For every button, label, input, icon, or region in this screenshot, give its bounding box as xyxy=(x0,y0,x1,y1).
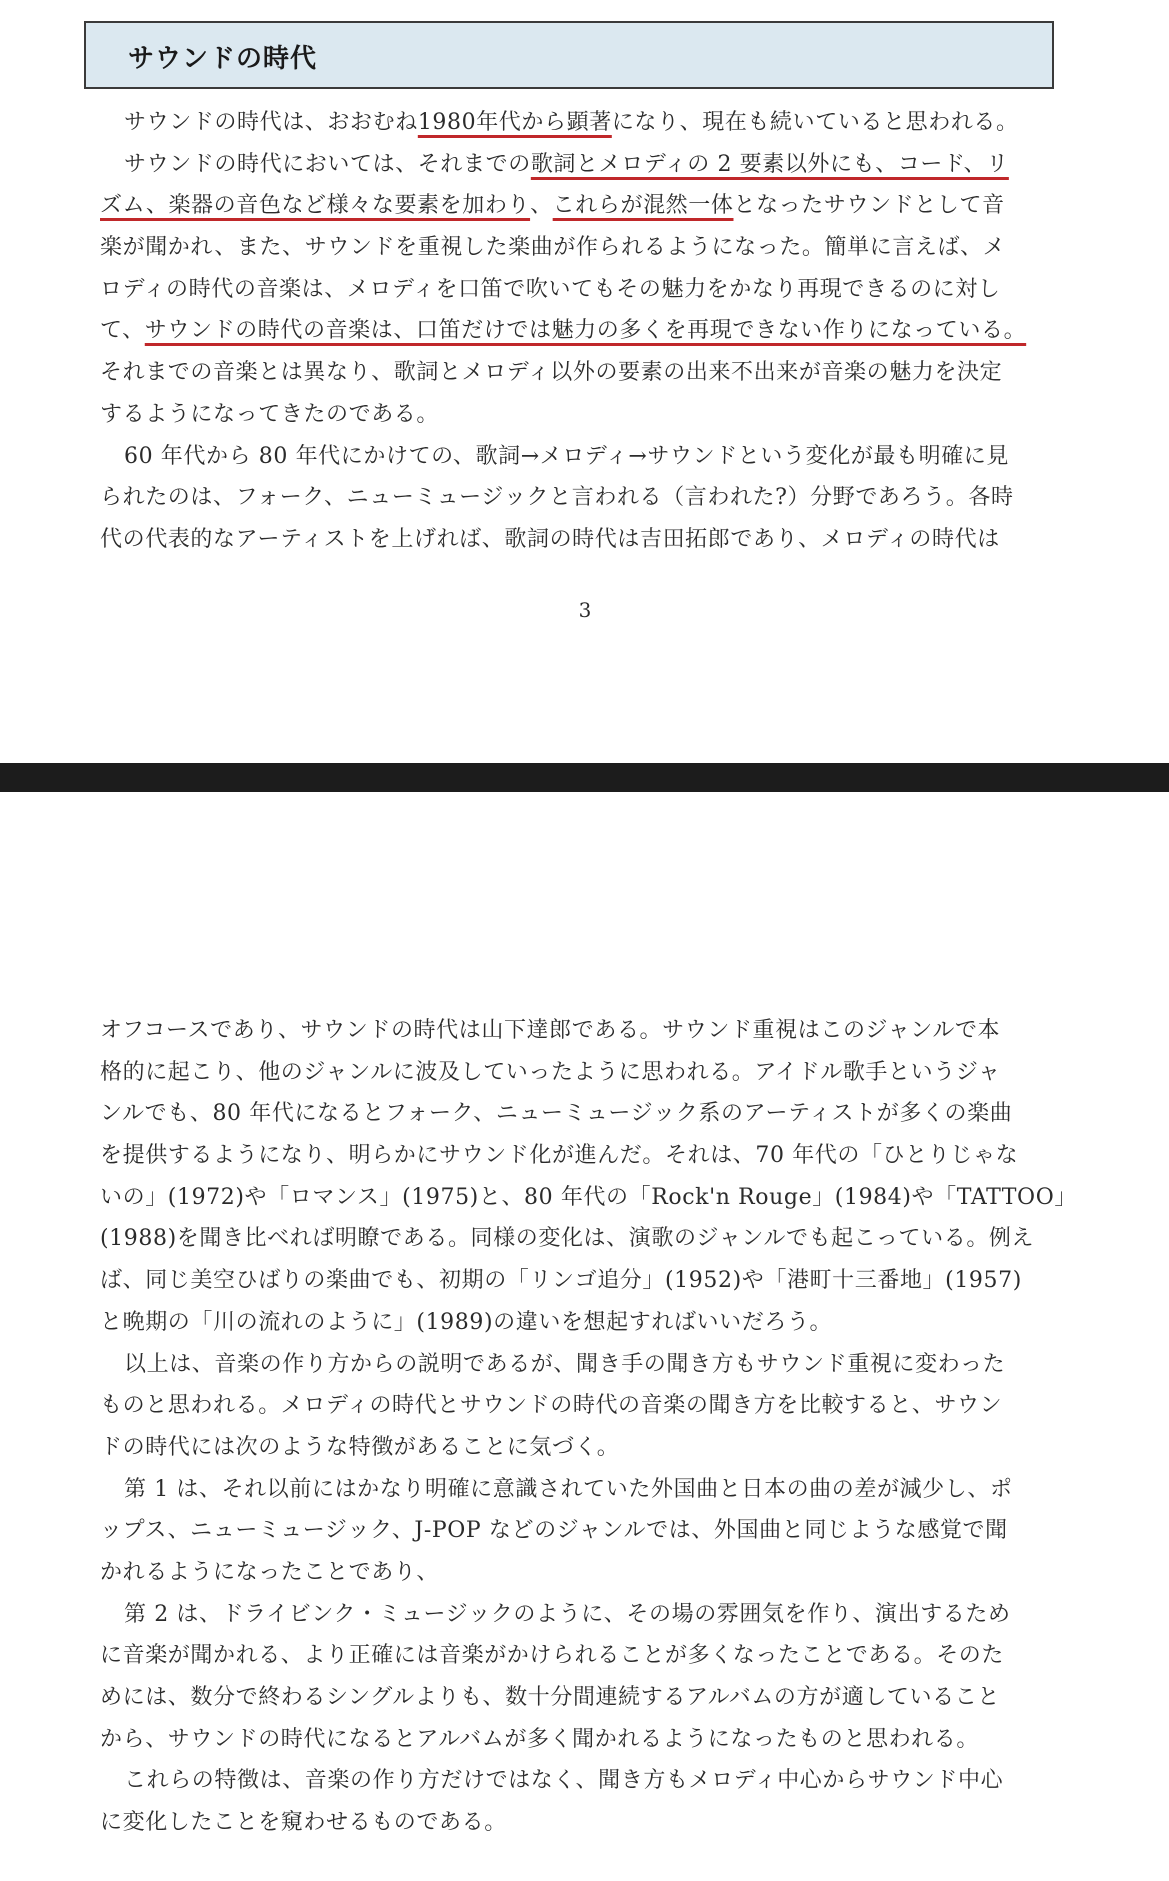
bottom-page-body xyxy=(100,1010,1077,1844)
text-segment: オフコースであり、サウンドの時代は山下達郎である。サウンド重視はこのジャンルで本 xyxy=(100,1018,1001,1043)
text-segment: ロディの時代の音楽は、メロディを口笛で吹いてもその魅力をかなり再現できるのに対し xyxy=(100,276,1001,302)
text-line xyxy=(100,1802,1045,1844)
text-line xyxy=(100,1677,1045,1719)
text-segment: するようになってきたのである。 xyxy=(100,401,440,427)
text-segment: 以上は、音楽の作り方からの説明であるが、聞き手の聞き方もサウンド重視に変わった xyxy=(124,1351,1006,1377)
text-segment: となったサウンドとして音 xyxy=(733,193,1005,219)
text-line xyxy=(100,436,1045,478)
text-segment: 代の代表的なアーティストを上げれば、歌詞の時代は吉田拓郎であり、メロディの時代は xyxy=(100,526,1000,552)
text-line xyxy=(100,1469,1045,1511)
text-segment: これらの特徴は、音楽の作り方だけではなく、聞き方もメロディ中心からサウンド中心 xyxy=(124,1768,1004,1794)
underlined-text: 歌詞とメロディの 2 要素以外にも、コード、リ xyxy=(530,151,1009,177)
text-segment: に変化したことを窺わせるものである。 xyxy=(100,1810,507,1836)
text-segment: 第 2 は、ドライビンク・ミュージックのように、その場の雰囲気を作り、演出するため xyxy=(124,1601,1011,1627)
text-line xyxy=(100,1177,1077,1219)
text-segment: 格的に起こり、他のジャンルに波及していったように思われる。アイドル歌手というジャ xyxy=(100,1059,1001,1085)
text-line xyxy=(100,477,1045,519)
page-divider xyxy=(0,763,1169,792)
text-line xyxy=(100,1427,1045,1469)
text-segment: ものと思われる。メロディの時代とサウンドの時代の音楽の聞き方を比較すると、サウン xyxy=(100,1393,1003,1419)
underlined-text: 1980年代から顕著 xyxy=(417,110,612,135)
underlined-text: サウンドの時代の音楽は、口笛だけでは魅力の多くを再現できない作りになっている。 xyxy=(144,318,1027,344)
text-line xyxy=(100,1260,1045,1302)
text-segment: ドの時代には次のような特徴があることに気づく。 xyxy=(100,1434,620,1460)
text-segment: て、 xyxy=(100,318,145,344)
text-line xyxy=(100,1135,1045,1177)
text-line xyxy=(100,1218,1045,1260)
text-line xyxy=(100,1344,1045,1386)
text-line xyxy=(100,269,1045,311)
text-line xyxy=(100,227,1045,269)
text-line xyxy=(100,1510,1045,1552)
text-line xyxy=(100,352,1045,394)
text-segment: 、 xyxy=(530,193,553,219)
text-segment: られたのは、フォーク、ニューミュージックと言われる（言われた?）分野であろう。各時 xyxy=(100,485,1014,511)
text-line xyxy=(100,519,1045,561)
text-line xyxy=(100,185,1045,227)
text-segment: になり、現在も続いていると思われる。 xyxy=(611,110,1019,135)
text-line xyxy=(100,1760,1045,1802)
text-segment: サウンドの時代においては、それまでの xyxy=(124,151,531,177)
text-line xyxy=(100,1010,1045,1052)
text-segment: ンルでも、80 年代になるとフォーク、ニューミュージック系のアーティストが多くの楽曲 xyxy=(100,1101,1013,1127)
text-line xyxy=(100,1635,1045,1677)
text-segment: 楽が聞かれ、また、サウンドを重視した楽曲が作られるようになった。簡単に言えば、メ xyxy=(100,235,1006,261)
section-title: サウンドの時代 xyxy=(128,44,318,74)
underlined-text: これらが混然一体 xyxy=(552,193,734,219)
text-segment: いの」(1972)や「ロマンス」(1975)と、80 年代の「Rock'n Rouge」(1984)や「TATTOO」 xyxy=(100,1184,1077,1210)
text-line xyxy=(100,1719,1045,1761)
text-segment: ップス、ニューミュージック、J-POP などのジャンルでは、外国曲と同じような感覚で聞 xyxy=(100,1518,1008,1544)
text-segment: から、サウンドの時代になるとアルバムが多く聞かれるようになったものと思われる。 xyxy=(100,1726,979,1752)
text-line xyxy=(100,1594,1045,1636)
text-segment: に音楽が聞かれる、より正確には音楽がかけられることが多くなったことである。そのた xyxy=(100,1643,1005,1669)
document-page-top xyxy=(0,0,1169,763)
text-line xyxy=(100,1385,1045,1427)
text-segment: それまでの音楽とは異なり、歌詞とメロディ以外の要素の出来不出来が音楽の魅力を決定 xyxy=(100,360,1003,386)
text-segment: (1988)を聞き比べれば明瞭である。同様の変化は、演歌のジャンルでも起こっている。例え xyxy=(100,1226,1035,1252)
text-segment: 第 1 は、それ以前にはかなり明確に意識されていた外国曲と日本の曲の差が減少し、ポ xyxy=(124,1476,1013,1502)
text-line xyxy=(100,1052,1045,1094)
text-segment: と晩期の「川の流れのように」(1989)の違いを想起すればいいだろう。 xyxy=(100,1309,833,1335)
text-line xyxy=(100,102,1045,144)
page-number: 3 xyxy=(578,598,592,622)
text-segment: ば、同じ美空ひばりの楽曲でも、初期の「リンゴ追分」(1952)や「港町十三番地」(1957) xyxy=(100,1268,1022,1294)
text-line xyxy=(100,310,1045,352)
text-segment: 60 年代から 80 年代にかけての、歌詞→メロディ→サウンドという変化が最も明確に見 xyxy=(124,443,1009,469)
text-line xyxy=(100,1552,1045,1594)
text-line xyxy=(100,1302,1045,1344)
text-line xyxy=(100,394,1045,436)
text-line xyxy=(100,1093,1045,1135)
text-line xyxy=(100,144,1045,186)
text-segment: を提供するようになり、明らかにサウンド化が進んだ。それは、70 年代の「ひとりじゃな xyxy=(100,1143,1019,1169)
text-segment: かれるようになったことであり、 xyxy=(100,1559,440,1585)
top-page-body xyxy=(100,102,1045,561)
section-header xyxy=(84,21,1054,89)
text-segment: サウンドの時代は、おおむね xyxy=(124,110,418,135)
underlined-text: ズム、楽器の音色など様々な要素を加わり xyxy=(100,193,531,219)
text-segment: めには、数分で終わるシングルよりも、数十分間連続するアルバムの方が適していること xyxy=(100,1685,1000,1710)
